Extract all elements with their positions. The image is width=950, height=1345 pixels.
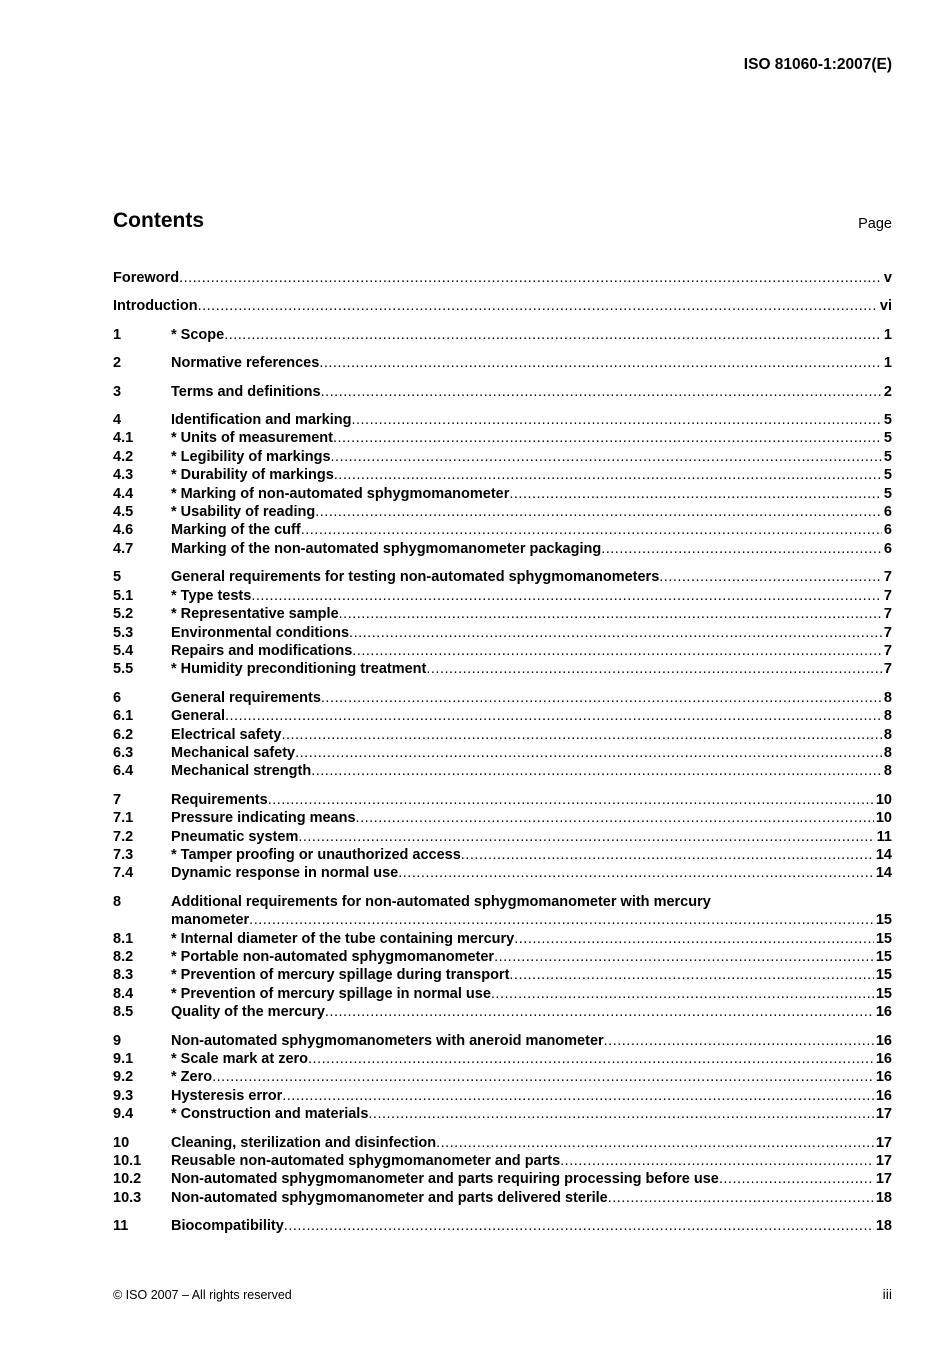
toc-entry-page: 16 xyxy=(875,1087,892,1104)
toc-entry-title: * Legibility of markings xyxy=(171,448,331,465)
toc-entry-number: 9.4 xyxy=(113,1106,134,1123)
toc-entry-page: 10 xyxy=(875,810,892,827)
toc-entry-page: 14 xyxy=(875,846,892,863)
toc-group xyxy=(113,383,892,401)
toc-entry-page: 16 xyxy=(875,1069,892,1086)
toc-entry-title: Environmental conditions xyxy=(171,624,350,641)
toc-entry-title: General requirements for testing non-automated sphygmomanometers xyxy=(171,569,660,586)
toc-entry[interactable] xyxy=(113,726,892,744)
toc-entry-number: 4.1 xyxy=(113,430,134,447)
toc-entry-page: 7 xyxy=(883,606,892,623)
toc-leader-dots xyxy=(225,707,882,725)
toc-entry[interactable] xyxy=(113,429,892,447)
toc-entry-title: * Marking of non-automated sphygmomanometer xyxy=(171,485,510,502)
toc-entry[interactable] xyxy=(113,605,892,623)
toc-entry-page: 16 xyxy=(875,1051,892,1068)
toc-entry-number: 6.1 xyxy=(113,708,134,725)
toc-entry-page: vi xyxy=(879,298,892,315)
toc-leader-dots xyxy=(339,605,882,623)
toc-entry-page: 6 xyxy=(883,540,892,557)
toc-entry-number: 4.2 xyxy=(113,448,134,465)
toc-entry[interactable] xyxy=(113,1068,892,1086)
toc-entry-page: 1 xyxy=(883,326,892,343)
toc-entry-number: 5.4 xyxy=(113,642,134,659)
toc-entry-page: 8 xyxy=(883,763,892,780)
toc-entry[interactable] xyxy=(113,1050,892,1068)
toc-entry-page: 11 xyxy=(876,828,892,845)
toc-entry-page: 14 xyxy=(875,865,892,882)
toc-entry-page: 10 xyxy=(875,791,892,808)
toc-entry[interactable] xyxy=(113,1170,892,1188)
toc-entry-page: 8 xyxy=(883,744,892,761)
toc-entry[interactable] xyxy=(113,930,892,948)
toc-leader-dots xyxy=(319,354,882,372)
toc-entry-number: 6.2 xyxy=(113,726,134,743)
toc-entry[interactable] xyxy=(113,791,892,809)
toc-entry-page: 6 xyxy=(883,522,892,539)
toc-entry[interactable] xyxy=(113,485,892,503)
toc-entry-number: 1 xyxy=(113,326,122,343)
toc-entry-title: * Units of measurement xyxy=(171,430,333,447)
toc-entry[interactable] xyxy=(113,1134,892,1152)
toc-entry-number: 10.2 xyxy=(113,1171,142,1188)
toc-entry-title: Non-automated sphygmomanometer and parts delivered sterile xyxy=(171,1189,608,1206)
toc-group xyxy=(113,297,892,315)
toc-group xyxy=(113,791,892,883)
toc-entry-number: 8.3 xyxy=(113,967,134,984)
toc-leader-dots xyxy=(509,485,882,503)
toc-entry-title: General xyxy=(171,708,225,725)
toc-entry[interactable] xyxy=(113,864,892,882)
toc-entry-page: 1 xyxy=(883,355,892,372)
toc-entry[interactable] xyxy=(113,707,892,725)
toc-leader-dots xyxy=(398,864,874,882)
document-id: ISO 81060-1:2007(E) xyxy=(743,56,892,73)
toc-group xyxy=(113,354,892,372)
toc-entry[interactable] xyxy=(113,1032,892,1050)
toc-entry-page: 15 xyxy=(875,930,892,947)
toc-leader-dots xyxy=(601,540,882,558)
toc-group xyxy=(113,1032,892,1124)
toc-leader-dots xyxy=(301,521,882,539)
toc-entry-title: Quality of the mercury xyxy=(171,1004,325,1021)
toc-entry-title: Dynamic response in normal use xyxy=(171,865,399,882)
toc-entry-title: * Type tests xyxy=(171,587,252,604)
toc-entry[interactable] xyxy=(113,568,892,586)
toc-entry-page: 5 xyxy=(883,430,892,447)
toc-entry-number: 4.7 xyxy=(113,540,134,557)
toc-entry-title: Non-automated sphygmomanometers with aneroid manometer xyxy=(171,1032,604,1049)
toc-entry-number: 3 xyxy=(113,383,122,400)
toc-entry-number: 4.4 xyxy=(113,485,134,502)
page-column-label: Page xyxy=(858,216,892,232)
toc-entry-title: Biocompatibility xyxy=(171,1218,284,1235)
toc-group xyxy=(113,326,892,344)
toc-leader-dots xyxy=(212,1068,874,1086)
toc-entry-title: Repairs and modifications xyxy=(171,642,353,659)
toc-leader-dots xyxy=(295,744,882,762)
toc-entry[interactable] xyxy=(113,1087,892,1105)
toc-entry-number: 11 xyxy=(113,1218,129,1235)
toc-leader-dots xyxy=(436,1134,874,1152)
toc-entry[interactable] xyxy=(113,503,892,521)
toc-entry-title: Electrical safety xyxy=(171,726,282,743)
toc-entry-number: 2 xyxy=(113,355,122,372)
toc-leader-dots xyxy=(719,1170,874,1188)
toc-entry[interactable] xyxy=(113,466,892,484)
toc-entry-page: 18 xyxy=(875,1189,892,1206)
toc-entry-number: 7.3 xyxy=(113,846,134,863)
toc-entry-page: 16 xyxy=(875,1032,892,1049)
toc-entry-number: 7.1 xyxy=(113,810,134,827)
toc-entry-page: 6 xyxy=(883,504,892,521)
toc-entry-page: 18 xyxy=(875,1218,892,1235)
toc-leader-dots xyxy=(268,791,874,809)
toc-entry-title: Mechanical safety xyxy=(171,744,296,761)
toc-entry-title: Terms and definitions xyxy=(171,383,321,400)
toc-group xyxy=(113,568,892,678)
toc-entry-number: 8.2 xyxy=(113,949,134,965)
toc-entry-title: * Representative sample xyxy=(171,606,339,623)
contents-heading: Contents xyxy=(113,209,204,232)
toc-entry-title: Pressure indicating means xyxy=(171,810,356,827)
toc-entry[interactable] xyxy=(113,762,892,780)
toc-leader-dots xyxy=(368,1105,873,1123)
toc-entry-page: 5 xyxy=(883,448,892,465)
toc-entry[interactable] xyxy=(113,660,892,678)
toc-entry-number: 9 xyxy=(113,1032,122,1049)
toc-entry-title: Requirements xyxy=(171,791,268,808)
toc-leader-dots xyxy=(352,642,882,660)
toc-entry-page: 8 xyxy=(883,726,892,743)
toc-leader-dots xyxy=(494,948,874,966)
toc-entry-title: * Portable non-automated sphygmomanometer xyxy=(171,949,495,965)
toc-leader-dots xyxy=(491,985,874,1003)
toc-entry-title: Pneumatic system xyxy=(171,828,299,845)
toc-entry-page: 17 xyxy=(875,1171,892,1188)
toc-entry-number: 4.6 xyxy=(113,522,134,539)
toc-entry-title: * Zero xyxy=(171,1069,213,1086)
toc-leader-dots xyxy=(426,660,882,678)
toc-entry-page: 17 xyxy=(875,1134,892,1151)
toc-entry[interactable] xyxy=(113,1152,892,1170)
toc-entry-page: 15 xyxy=(875,985,892,1002)
toc-leader-dots xyxy=(509,966,873,984)
toc-entry[interactable] xyxy=(113,624,892,642)
toc-entry-title: * Construction and materials xyxy=(171,1106,369,1123)
toc-entry-page: 16 xyxy=(875,1004,892,1021)
toc-leader-dots xyxy=(311,762,882,780)
toc-entry[interactable] xyxy=(113,587,892,605)
toc-entry-title: Identification and marking xyxy=(171,412,352,429)
toc-entry-number: 7.4 xyxy=(113,865,134,882)
toc-entry-number: 8 xyxy=(113,893,122,910)
toc-leader-dots xyxy=(514,930,874,948)
toc-entry-number: 7 xyxy=(113,791,122,808)
toc-entry-page: 7 xyxy=(883,624,892,641)
toc-group xyxy=(113,689,892,781)
toc-leader-dots xyxy=(333,429,882,447)
toc-entry-title: * Scope xyxy=(171,326,225,343)
toc-entry[interactable] xyxy=(113,809,892,827)
toc-leader-dots xyxy=(356,809,874,827)
toc-leader-dots xyxy=(659,568,882,586)
toc-entry-number: 9.3 xyxy=(113,1087,134,1104)
toc-entry-page: 17 xyxy=(875,1106,892,1123)
toc-entry-title: * Internal diameter of the tube containing mercury xyxy=(171,930,515,947)
toc-entry-title: * Prevention of mercury spillage in normal use xyxy=(171,985,491,1002)
toc-entry-title: Marking of the cuff xyxy=(171,522,301,539)
toc-entry[interactable] xyxy=(113,966,892,984)
toc-entry-page: 15 xyxy=(875,912,892,929)
toc-entry[interactable] xyxy=(113,846,892,864)
toc-leader-dots xyxy=(315,503,882,521)
toc-entry-number: 4.5 xyxy=(113,504,134,521)
toc-entry-number: 10 xyxy=(113,1134,130,1151)
toc-leader-dots xyxy=(351,411,881,429)
toc-entry[interactable] xyxy=(113,689,892,707)
toc-leader-dots xyxy=(321,383,882,401)
toc-entry[interactable] xyxy=(113,1217,892,1235)
toc-entry-page: v xyxy=(883,270,892,286)
toc-entry-number: 7.2 xyxy=(113,828,134,845)
toc-entry-page: 8 xyxy=(883,708,892,725)
toc-entry-page: 7 xyxy=(883,587,892,604)
toc-entry-number: 5.2 xyxy=(113,606,134,623)
toc-entry-number: 6.4 xyxy=(113,763,134,780)
toc-entry-page: 7 xyxy=(883,642,892,659)
toc-entry-title: Foreword xyxy=(113,270,180,286)
copyright-notice: © ISO 2007 – All rights reserved xyxy=(113,1288,292,1302)
toc-group xyxy=(113,411,892,558)
toc-entry-title: General requirements xyxy=(171,689,321,706)
toc-entry-page: 7 xyxy=(883,569,892,586)
toc-leader-dots xyxy=(325,1003,874,1021)
toc-entry-page: 5 xyxy=(883,412,892,429)
toc-entry-page: 8 xyxy=(883,689,892,706)
toc-leader-dots xyxy=(249,911,874,929)
toc-group xyxy=(113,893,892,1022)
toc-entry-number: 8.4 xyxy=(113,985,134,1002)
toc-entry-title: Marking of the non-automated sphygmomanometer packaging xyxy=(171,540,602,557)
toc-leader-dots xyxy=(461,846,874,864)
toc-entry-number: 8.5 xyxy=(113,1004,134,1021)
toc-entry[interactable] xyxy=(113,269,892,287)
toc-entry-number: 9.2 xyxy=(113,1069,134,1086)
toc-group xyxy=(113,1217,892,1235)
toc-entry-number: 6.3 xyxy=(113,744,134,761)
toc-entry-title: Cleaning, sterilization and disinfection xyxy=(171,1134,437,1151)
toc-entry[interactable] xyxy=(113,448,892,466)
toc-entry[interactable] xyxy=(113,540,892,558)
toc-entry[interactable] xyxy=(113,354,892,372)
toc-entry-title-line1: Additional requirements for non-automated sphygmomanometer with mercury xyxy=(171,893,711,910)
toc-leader-dots xyxy=(560,1152,874,1170)
toc-entry-number: 6 xyxy=(113,689,122,706)
toc-entry[interactable] xyxy=(113,744,892,762)
toc-entry-number: 5.1 xyxy=(113,587,134,604)
toc-entry[interactable] xyxy=(113,1003,892,1021)
toc-leader-dots xyxy=(224,326,882,344)
toc-entry[interactable] xyxy=(113,297,892,315)
toc-entry-number: 5.5 xyxy=(113,661,134,678)
toc-entry-title: Hysteresis error xyxy=(171,1087,283,1104)
toc-entry[interactable] xyxy=(113,828,892,846)
toc-entry-page: 7 xyxy=(883,661,892,678)
toc-entry[interactable] xyxy=(113,948,892,966)
toc-entry-title: Mechanical strength xyxy=(171,763,312,780)
toc-entry-number: 8.1 xyxy=(113,930,134,947)
toc-leader-dots xyxy=(198,297,878,315)
toc-entry-title: * Humidity preconditioning treatment xyxy=(171,661,427,678)
toc-entry-page: 5 xyxy=(883,485,892,502)
toc-entry-title: Reusable non-automated sphygmomanometer and parts xyxy=(171,1153,561,1170)
page-number: iii xyxy=(882,1286,892,1302)
toc-entry-title: manometer xyxy=(171,912,250,929)
toc-group xyxy=(113,269,892,287)
toc-leader-dots xyxy=(281,726,881,744)
toc-entry-number: 5.3 xyxy=(113,624,134,641)
toc-entry[interactable] xyxy=(113,326,892,344)
toc-entry-title: Normative references xyxy=(171,355,320,372)
toc-entry-page: 15 xyxy=(875,967,892,984)
toc-entry-page: 2 xyxy=(883,383,892,400)
toc-entry[interactable] xyxy=(113,411,892,429)
toc-entry-title: Introduction xyxy=(113,298,198,315)
toc-leader-dots xyxy=(282,1087,874,1105)
toc-leader-dots xyxy=(331,448,882,466)
toc-entry-number: 5 xyxy=(113,569,122,586)
toc-leader-dots xyxy=(321,689,882,707)
toc-leader-dots xyxy=(284,1217,874,1235)
toc-entry[interactable] xyxy=(113,893,892,930)
toc-entry[interactable] xyxy=(113,985,892,1003)
toc-entry-title: * Usability of reading xyxy=(171,504,316,521)
toc-entry-title: Non-automated sphygmomanometer and parts requiring processing before use xyxy=(171,1171,719,1188)
table-of-contents xyxy=(113,269,892,1246)
toc-entry-title: * Scale mark at zero xyxy=(171,1051,309,1068)
toc-leader-dots xyxy=(308,1050,874,1068)
toc-entry-title: * Durability of markings xyxy=(171,467,334,484)
toc-entry-number: 10.1 xyxy=(113,1153,142,1170)
toc-leader-dots xyxy=(349,624,882,642)
toc-entry[interactable] xyxy=(113,383,892,401)
toc-entry[interactable] xyxy=(113,642,892,660)
toc-leader-dots xyxy=(298,828,874,846)
toc-entry[interactable] xyxy=(113,521,892,539)
toc-group xyxy=(113,1134,892,1208)
toc-entry-title: * Tamper proofing or unauthorized access xyxy=(171,846,461,863)
toc-entry-number: 4.3 xyxy=(113,467,134,484)
toc-leader-dots xyxy=(608,1189,874,1207)
toc-leader-dots xyxy=(334,466,882,484)
toc-entry-number: 4 xyxy=(113,412,122,429)
toc-leader-dots xyxy=(179,269,882,287)
toc-entry-title: * Prevention of mercury spillage during transport xyxy=(171,967,510,984)
toc-entry[interactable] xyxy=(113,1105,892,1123)
toc-entry-number: 9.1 xyxy=(113,1051,134,1068)
toc-leader-dots xyxy=(604,1032,874,1050)
toc-entry[interactable] xyxy=(113,1189,892,1207)
toc-entry-number: 10.3 xyxy=(113,1189,142,1206)
toc-entry-page: 5 xyxy=(883,467,892,484)
toc-leader-dots xyxy=(251,587,882,605)
toc-entry-page: 17 xyxy=(875,1153,892,1170)
toc-entry-page: 15 xyxy=(875,949,892,965)
